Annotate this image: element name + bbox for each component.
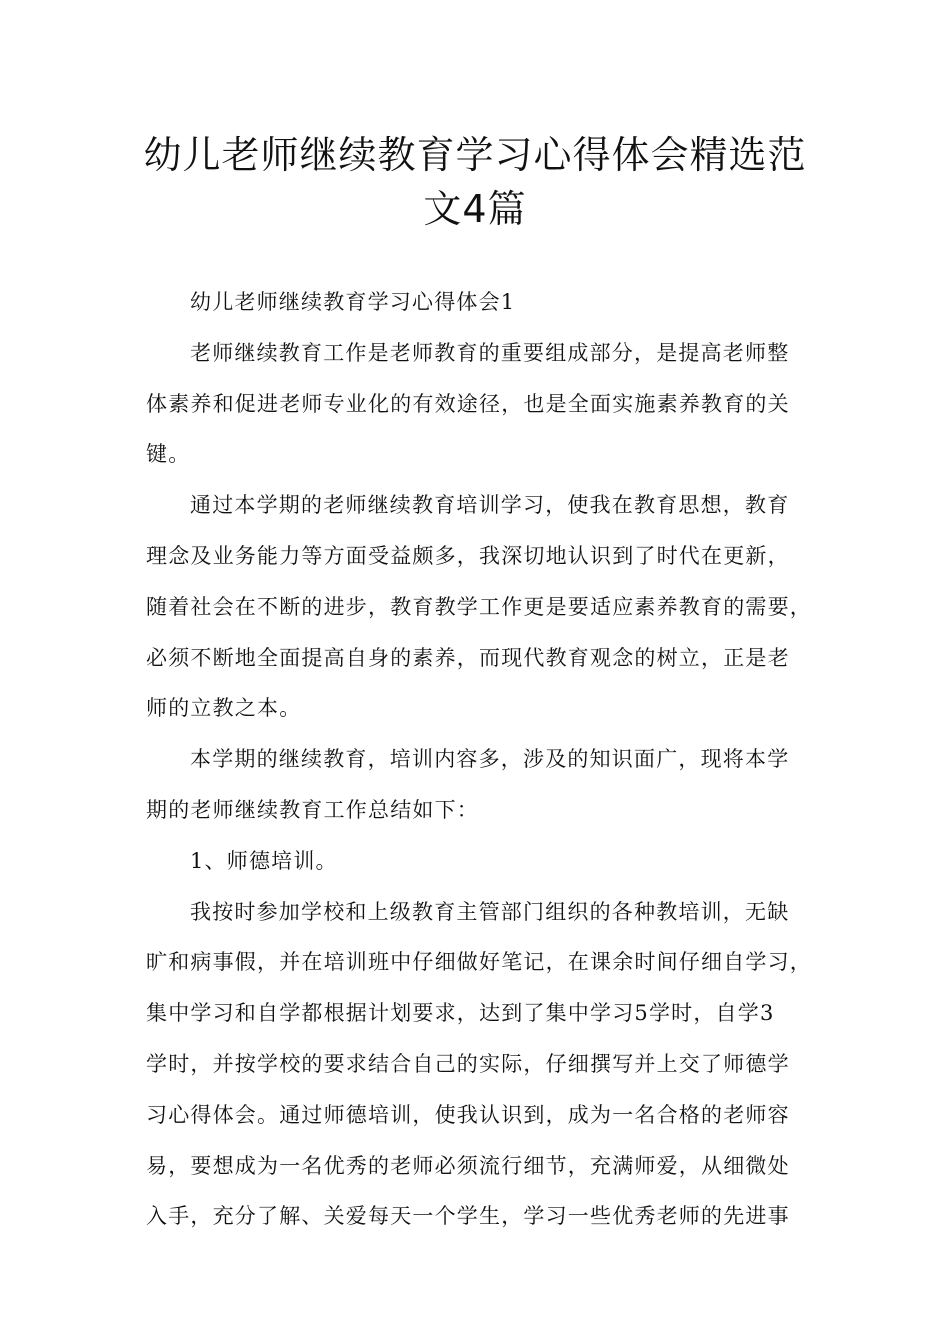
text-line: 必须不断地全面提高自身的素养，而现代教育观念的树立，正是老: [146, 645, 790, 670]
text-line: 随着社会在不断的进步，教育教学工作更是要适应素养教育的需要，: [146, 594, 812, 619]
text-line: 习心得体会。通过师德培训，使我认识到，成为一名合格的老师容: [146, 1102, 790, 1127]
text-line: 老师继续教育工作是老师教育的重要组成部分，是提高老师整: [190, 340, 790, 365]
text-line: 通过本学期的老师继续教育培训学习，使我在教育思想，教育: [190, 493, 790, 518]
title-line-2: 文4篇: [423, 187, 527, 231]
text-line: 旷和病事假，并在培训班中仔细做好笔记，在课余时间仔细自学习，: [146, 950, 812, 975]
document-body: [146, 277, 826, 1242]
text-line: 本学期的继续教育，培训内容多，涉及的知识面广，现将本学: [190, 747, 790, 772]
text-line: 易，要想成为一名优秀的老师必须流行细节，充满师爱，从细微处: [146, 1153, 790, 1178]
text-line: 入手，充分了解、关爱每天一个学生，学习一些优秀老师的先进事: [146, 1204, 790, 1229]
text-line: 集中学习和自学都根据计划要求，达到了集中学习5学时，自学3: [146, 1001, 775, 1026]
text-line: 学时，并按学校的要求结合自己的实际，仔细撰写并上交了师德学: [146, 1051, 790, 1076]
title-line-1: 幼儿老师继续教育学习心得体会精选范: [143, 133, 807, 177]
text-line: 1、师德培训。: [190, 848, 338, 873]
text-line: 师的立教之本。: [146, 696, 302, 721]
text-line: 理念及业务能力等方面受益颇多，我深切地认识到了时代在更新，: [146, 543, 790, 568]
text-line: 期的老师继续教育工作总结如下：: [146, 797, 479, 822]
text-line: 体素养和促进老师专业化的有效途径，也是全面实施素养教育的关: [146, 391, 790, 416]
text-line: 键。: [146, 442, 191, 467]
text-line: 幼儿老师继续教育学习心得体会1: [190, 290, 516, 314]
text-line: 我按时参加学校和上级教育主管部门组织的各种教培训，无缺: [190, 899, 790, 924]
